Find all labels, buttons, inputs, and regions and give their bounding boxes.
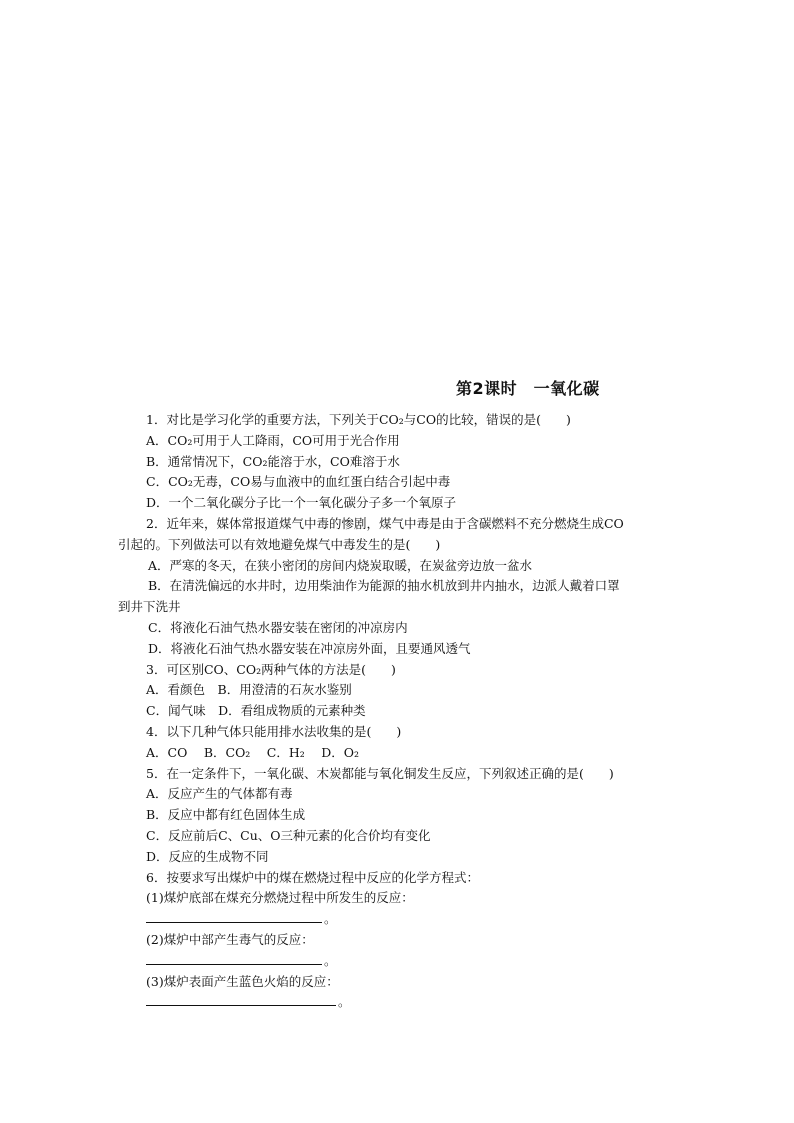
question-line: 6．按要求写出煤炉中的煤在燃烧过程中反应的化学方程式： xyxy=(146,869,479,885)
period-mark: 。 xyxy=(338,994,351,1010)
answer-blank[interactable] xyxy=(146,993,336,1006)
answer-blank-line[interactable] xyxy=(118,909,678,930)
page-title: 第2课时 一氧化碳 xyxy=(456,379,600,398)
question-line: (2)煤炉中部产生毒气的反应： xyxy=(146,931,314,947)
question-line: D．反应的生成物不同 xyxy=(146,848,269,864)
question-line: 2．近年来，媒体常报道煤气中毒的惨剧，煤气中毒是由于含碳燃料不充分燃烧生成CO xyxy=(146,515,624,531)
question-line: D．将液化石油气热水器安装在冲凉房外面，且要通风透气 xyxy=(148,640,471,656)
question-line: C．反应前后C、Cu、O三种元素的化合价均有变化 xyxy=(146,827,431,843)
question-line: D．一个二氧化碳分子比一个一氧化碳分子多一个氧原子 xyxy=(146,495,457,511)
answer-blank-line[interactable] xyxy=(118,992,678,1013)
question-line: A．CO B．CO₂ C．H₂ D．O₂ xyxy=(146,744,360,760)
question-line: 到井下洗井 xyxy=(118,599,181,615)
question-line: A．CO₂可用于人工降雨，CO可用于光合作用 xyxy=(146,432,400,448)
question-line: (1)煤炉底部在煤充分燃烧过程中所发生的反应： xyxy=(146,890,414,906)
question-line: 引起的。下列做法可以有效地避免煤气中毒发生的是( ) xyxy=(118,536,441,552)
question-list xyxy=(118,410,678,1013)
period-mark: 。 xyxy=(324,952,337,968)
question-line: C．CO₂无毒，CO易与血液中的血红蛋白结合引起中毒 xyxy=(146,474,451,490)
answer-blank-line[interactable] xyxy=(118,951,678,972)
question-line: B．反应中都有红色固体生成 xyxy=(146,807,306,823)
answer-blank[interactable] xyxy=(146,910,322,923)
question-line: B．在清洗偏远的水井时，边用柴油作为能源的抽水机放到井内抽水，边派人戴着口罩 xyxy=(148,578,620,594)
question-line: 3．可区别CO、CO₂两种气体的方法是( ) xyxy=(146,661,396,677)
period-mark: 。 xyxy=(324,911,337,927)
answer-blank[interactable] xyxy=(146,952,322,965)
question-line: 5．在一定条件下，一氧化碳、木炭都能与氧化铜发生反应，下列叙述正确的是( ) xyxy=(146,765,614,781)
question-line: C．将液化石油气热水器安装在密闭的冲凉房内 xyxy=(148,619,408,635)
question-line: A．反应产生的气体都有毒 xyxy=(146,786,293,802)
question-line: 4．以下几种气体只能用排水法收集的是( ) xyxy=(146,723,402,739)
question-line: A．严寒的冬天，在狭小密闭的房间内烧炭取暖，在炭盆旁边放一盆水 xyxy=(148,557,533,573)
question-line: B．通常情况下，CO₂能溶于水，CO难溶于水 xyxy=(146,453,400,469)
question-line: C．闻气味 D．看组成物质的元素种类 xyxy=(146,703,366,719)
question-line: 1．对比是学习化学的重要方法，下列关于CO₂与CO的比较，错误的是( ) xyxy=(146,412,571,427)
question-line: A．看颜色 B．用澄清的石灰水鉴别 xyxy=(146,682,352,698)
question-line: (3)煤炉表面产生蓝色火焰的反应： xyxy=(146,973,339,989)
